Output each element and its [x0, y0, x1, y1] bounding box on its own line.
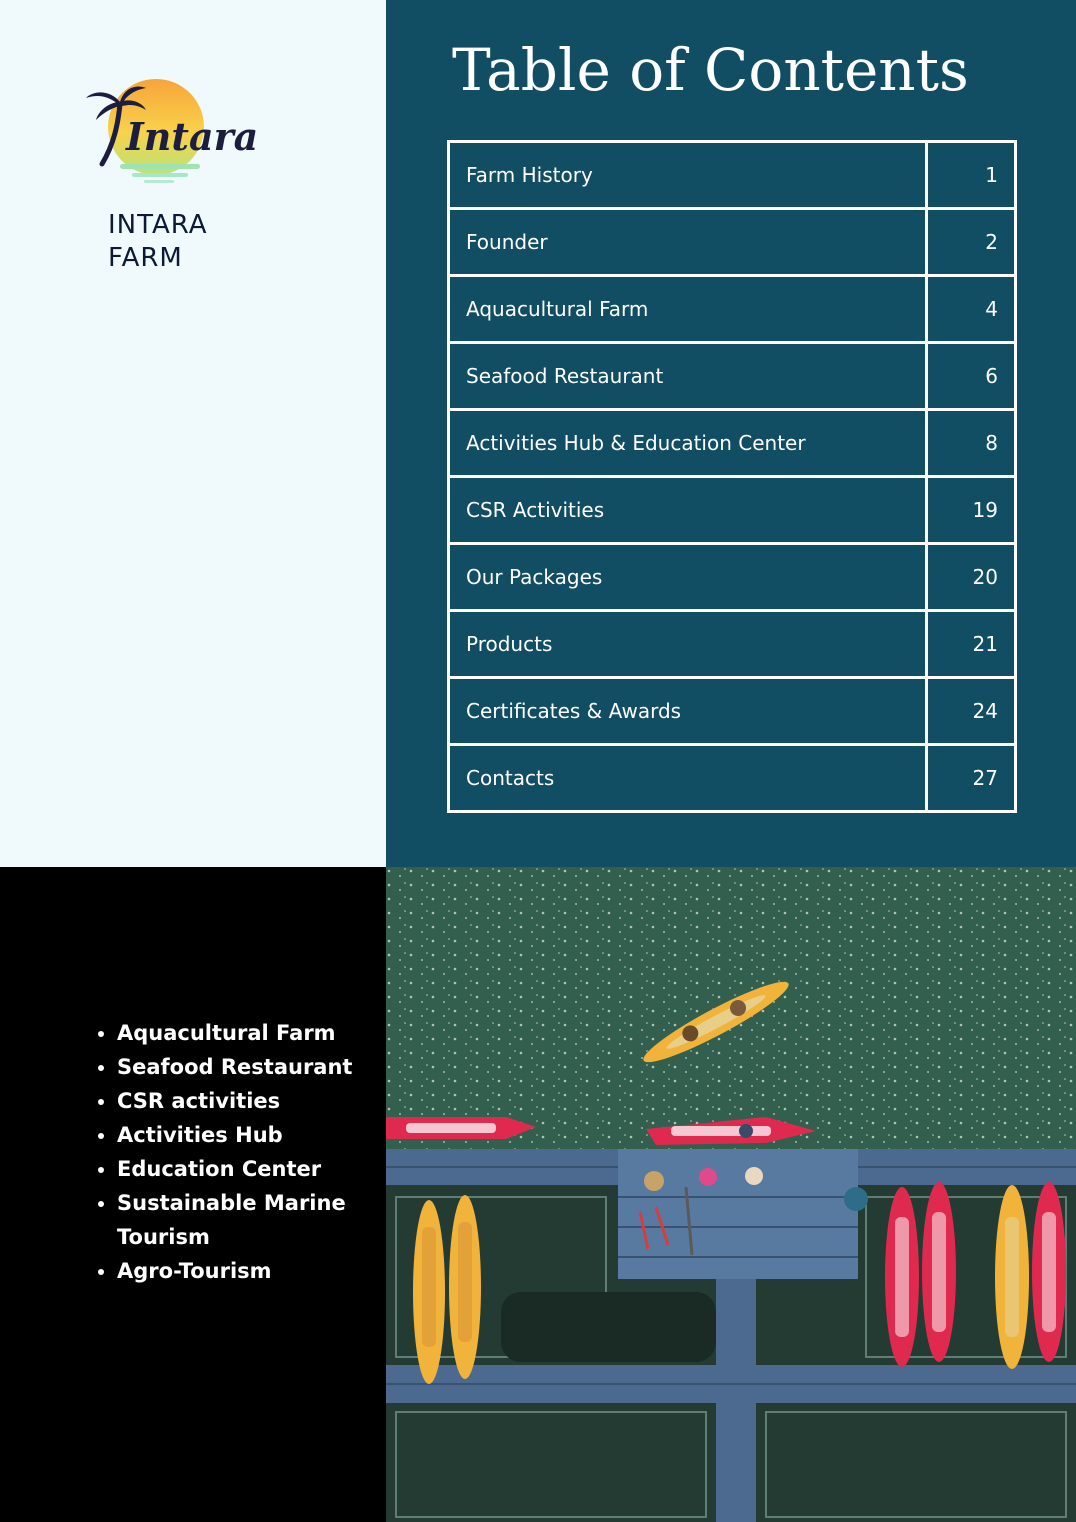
toc-row[interactable] — [449, 678, 1016, 745]
logo-wordmark: Intara — [126, 114, 259, 159]
toc-entry-page: 4 — [927, 276, 1016, 343]
brand-panel — [0, 0, 386, 867]
feature-item: • Sustainable Marine Tourism — [117, 1186, 377, 1254]
intara-logo-icon — [80, 72, 259, 190]
feature-item: • Agro-Tourism — [117, 1254, 377, 1288]
toc-row[interactable] — [449, 477, 1016, 544]
brand-name — [108, 209, 208, 275]
toc-row[interactable] — [449, 209, 1016, 276]
toc-entry-label: Certificates & Awards — [449, 678, 927, 745]
toc-row[interactable] — [449, 142, 1016, 209]
brand-name-line2: FARM — [108, 243, 183, 273]
toc-entry-label: Contacts — [449, 745, 927, 812]
brand-name-line1: INTARA — [108, 210, 208, 240]
toc-row[interactable] — [449, 343, 1016, 410]
toc-entry-label: Our Packages — [449, 544, 927, 611]
toc-row[interactable] — [449, 410, 1016, 477]
toc-entry-label: Founder — [449, 209, 927, 276]
toc-entry-label: Farm History — [449, 142, 927, 209]
toc-entry-page: 19 — [927, 477, 1016, 544]
kayak-icon — [386, 1117, 536, 1139]
toc-entry-label: CSR Activities — [449, 477, 927, 544]
toc-entry-page: 27 — [927, 745, 1016, 812]
feature-item: • Education Center — [117, 1152, 377, 1186]
feature-item: • Seafood Restaurant — [117, 1050, 377, 1084]
feature-item: • Activities Hub — [117, 1118, 377, 1152]
toc-entry-page: 2 — [927, 209, 1016, 276]
toc-entry-page: 21 — [927, 611, 1016, 678]
pier-platform — [618, 1149, 858, 1279]
toc-title: Table of Contents — [452, 36, 969, 104]
toc-entry-label: Seafood Restaurant — [449, 343, 927, 410]
toc-entry-page: 8 — [927, 410, 1016, 477]
toc-entry-page: 24 — [927, 678, 1016, 745]
feature-item: • Aquacultural Farm — [117, 1016, 377, 1050]
toc-row[interactable] — [449, 276, 1016, 343]
toc-row[interactable] — [449, 544, 1016, 611]
feature-item: • CSR activities — [117, 1084, 377, 1118]
toc-entry-page: 20 — [927, 544, 1016, 611]
aerial-kayak-pier-photo — [386, 867, 1076, 1522]
toc-row[interactable] — [449, 611, 1016, 678]
features-list — [90, 1016, 377, 1288]
toc-table — [447, 140, 1017, 813]
toc-row[interactable] — [449, 745, 1016, 812]
photo-illustration — [386, 867, 1076, 1522]
toc-entry-label: Activities Hub & Education Center — [449, 410, 927, 477]
toc-entry-page: 6 — [927, 343, 1016, 410]
toc-entry-page: 1 — [927, 142, 1016, 209]
toc-entry-label: Aquacultural Farm — [449, 276, 927, 343]
toc-entry-label: Products — [449, 611, 927, 678]
